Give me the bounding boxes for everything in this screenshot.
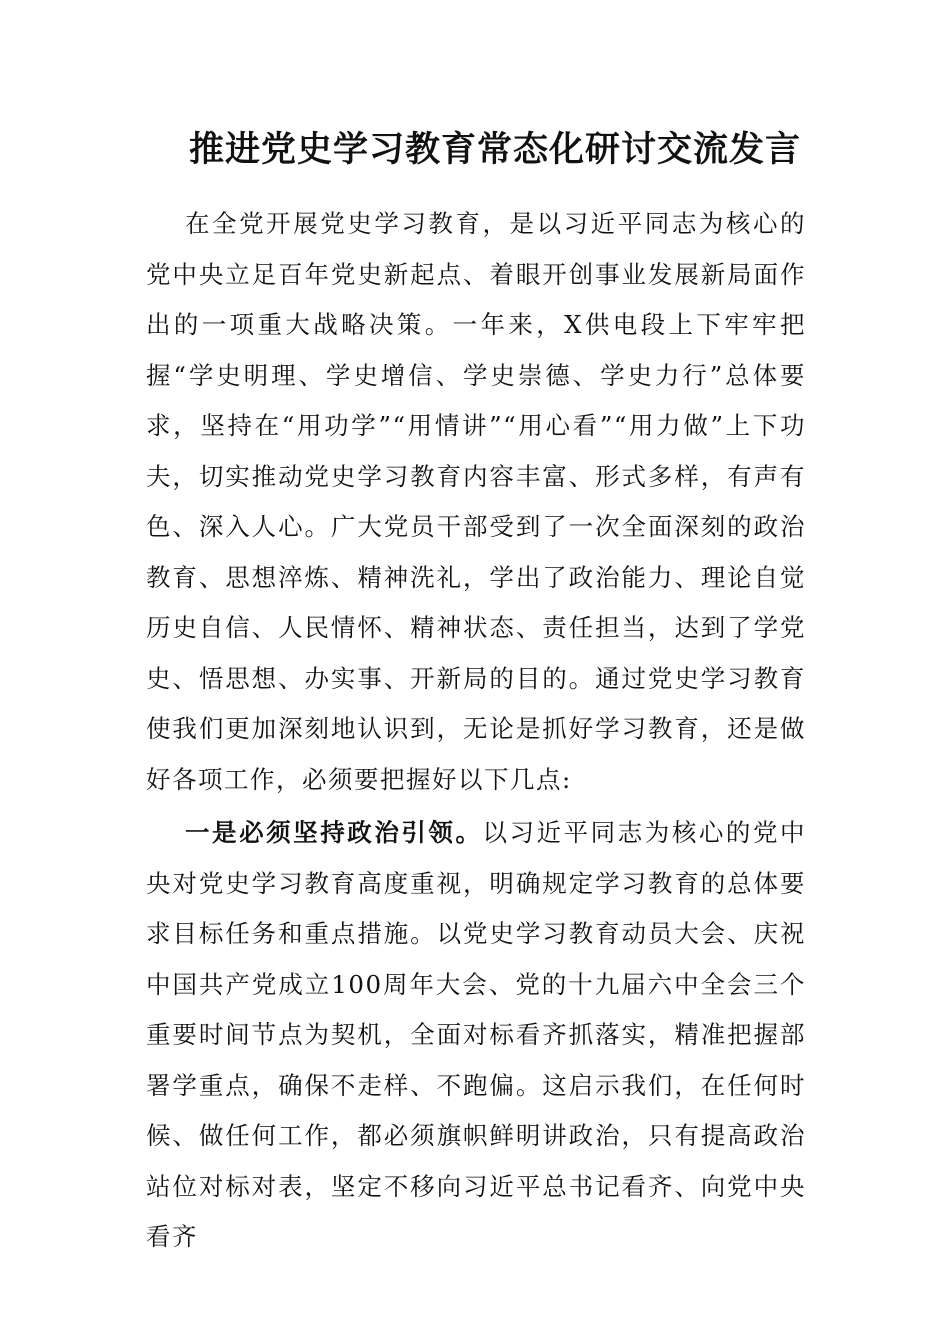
document-title: 推进党史学习教育常态化研讨交流发言 [188, 129, 801, 170]
paragraph-point-one-heading: 一是必须坚持政治引领。 [185, 818, 483, 847]
paragraph-point-one [146, 808, 806, 1263]
paragraph-intro-text: 在全党开展党史学习教育，是以习近平同志为核心的党中央立足百年党史新起点、着眼开创事业发展新局面作出的一项重大战略决策。一年来，X供电段上下牢牢把握“学史明理、学史增信、学史崇德、学史力行”总体要求，坚持在“用功学”“用情讲”“用心看”“用力做”上下功夫，切实推动党史学习教育内容丰富、形式多样，有声有色、深入人心。广大党员干部受到了一次全面深刻的政治教育、思想淬炼、精神洗礼，学出了政治能力、理论自觉历史自信、人民情怀、精神状态、责任担当，达到了学党史、悟思想、办实事、开新局的目的。通过党史学习教育使我们更加深刻地认识到，无论是抓好学习教育，还是做好各项工作，必须要把握好以下几点: [146, 209, 806, 794]
paragraph-intro [146, 199, 806, 805]
paragraph-point-one-text: 以习近平同志为核心的党中央对党史学习教育高度重视，明确规定学习教育的总体要求目标任务和重点措施。以党史学习教育动员大会、庆祝中国共产党成立100周年大会、党的十九届六中全会三个重要时间节点为契机，全面对标看齐抓落实，精准把握部署学重点，确保不走样、不跑偏。这启示我们，在任何时候、做任何工作，都必须旗帜鲜明讲政治，只有提高政治站位对标对表，坚定不移向习近平总书记看齐、向党中央看齐 [146, 818, 806, 1251]
